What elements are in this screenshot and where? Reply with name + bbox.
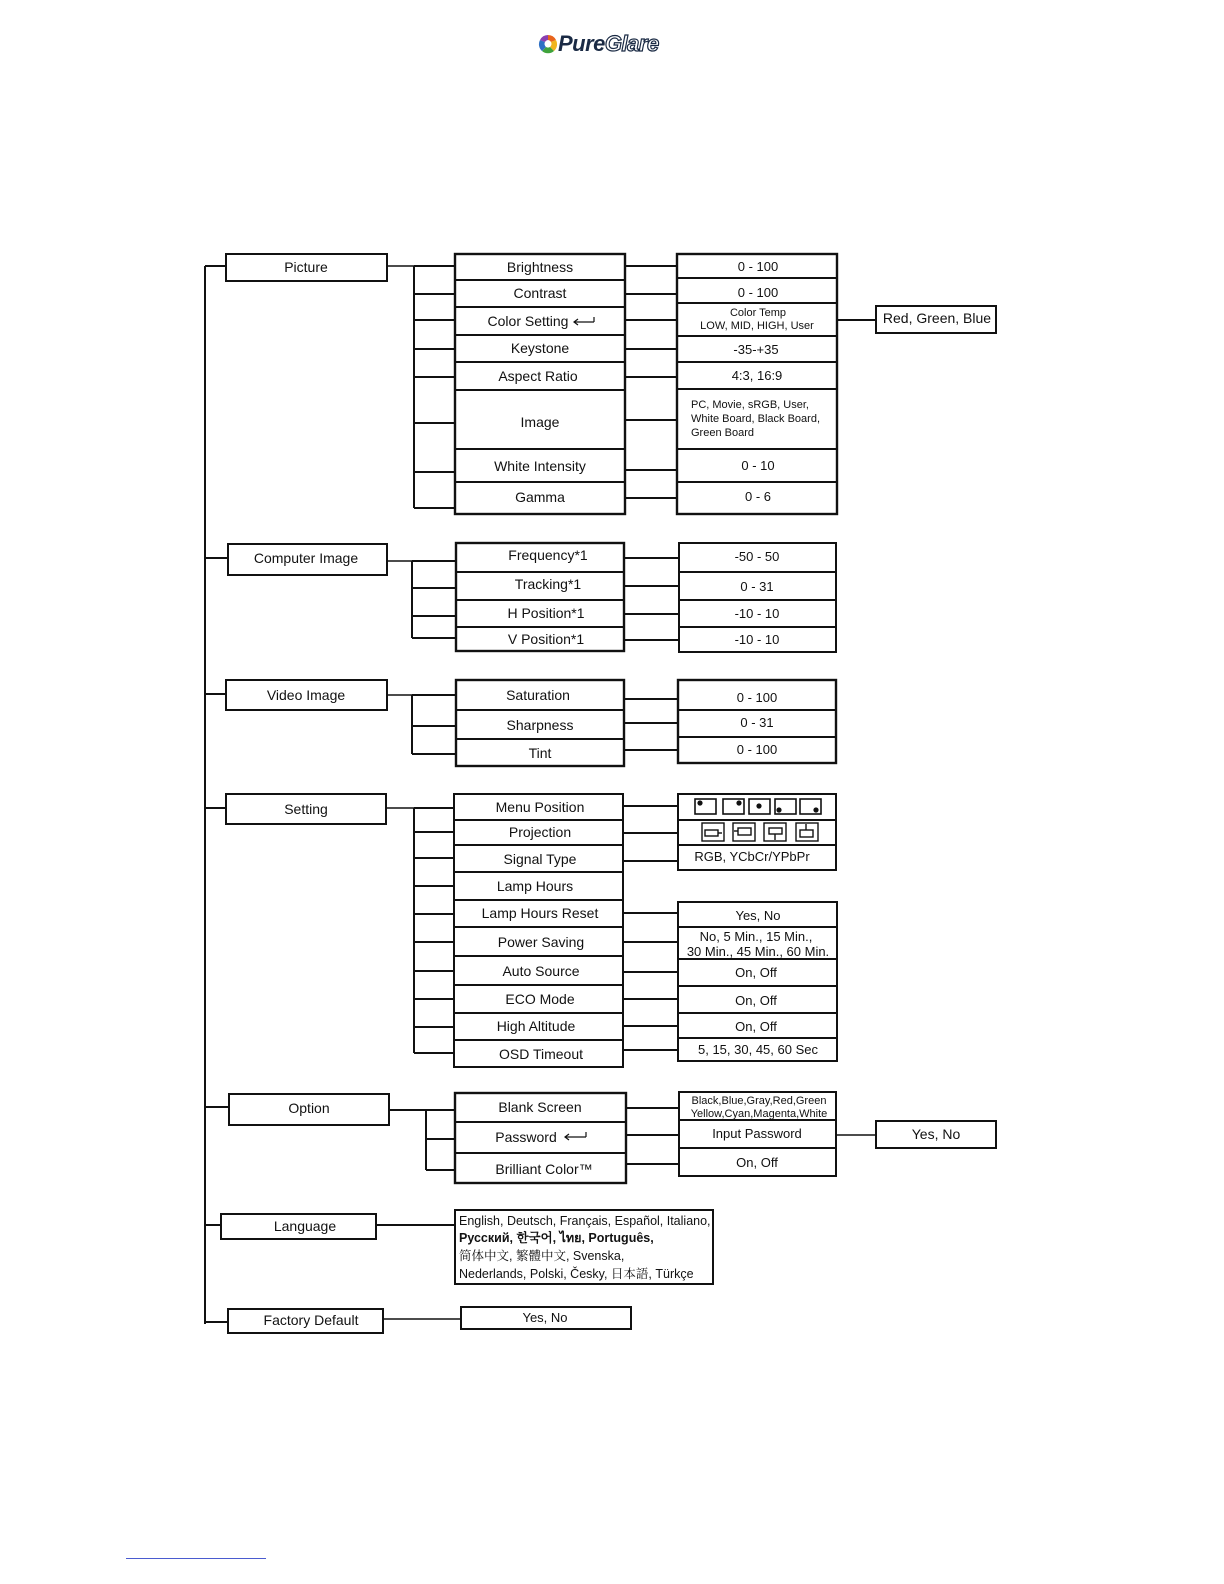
signal-type-options: RGB, YCbCr/YPbPr (694, 849, 810, 864)
password-label: Password (495, 1129, 557, 1145)
blank-screen-label: Blank Screen (498, 1099, 582, 1115)
color-setting-label: Color Setting (487, 313, 569, 329)
menu-pos-center-icon (749, 799, 770, 814)
menu-pos-top-left-icon (695, 799, 716, 814)
projection-front-ceiling-icon (764, 823, 786, 841)
factory-default-options: Yes, No (522, 1310, 568, 1325)
brightness-label: Brightness (506, 259, 574, 275)
computer-image-group (228, 543, 836, 652)
tint-range: 0 - 100 (736, 742, 778, 757)
password-confirm-options: Yes, No (911, 1126, 961, 1142)
picture-group (226, 254, 996, 514)
rgb-gain-options: Red, Green, Blue (882, 310, 992, 326)
language-list-2: Русский, 한국어, ไทย, Português, (459, 1231, 654, 1245)
sharpness-range: 0 - 31 (740, 715, 774, 730)
gamma-label: Gamma (515, 489, 565, 505)
high-altitude-options: On, Off (735, 1019, 777, 1034)
picture-label: Picture (284, 259, 328, 275)
image-label: Image (520, 414, 560, 430)
image-options-3: Green Board (691, 427, 754, 439)
brightness-range: 0 - 100 (737, 259, 779, 274)
auto-source-options: On, Off (735, 965, 777, 980)
setting-group (226, 794, 837, 1067)
language-list-3: 简体中文, 繁體中文, Svenska, (459, 1249, 625, 1263)
v-position-range: -10 - 10 (734, 632, 780, 647)
menu-pos-top-right-icon (723, 799, 744, 814)
high-altitude-label: High Altitude (496, 1018, 576, 1034)
lamp-hours-reset-options: Yes, No (735, 908, 781, 923)
language-group (221, 1210, 713, 1284)
osd-timeout-options: 5, 15, 30, 45, 60 Sec (698, 1042, 818, 1057)
video-image-label: Video Image (266, 687, 346, 703)
computer-image-label: Computer Image (253, 550, 359, 566)
logo-word-glare: Glare (604, 31, 659, 56)
projection-label: Projection (508, 824, 572, 840)
osd-timeout-label: OSD Timeout (498, 1046, 584, 1062)
logo-word-pure: Pure (558, 31, 605, 56)
tracking-label: Tracking*1 (514, 576, 582, 592)
factory-default-label: Factory Default (263, 1312, 359, 1328)
aspect-ratio-options: 4:3, 16:9 (731, 368, 783, 383)
enter-arrow-icon (574, 317, 594, 325)
lamp-hours-reset-label: Lamp Hours Reset (481, 905, 599, 921)
power-saving-options-1: No, 5 Min., 15 Min., (699, 929, 813, 944)
menu-pos-bottom-left-icon (775, 799, 796, 814)
factory-default-group (228, 1307, 631, 1333)
brilliant-color-label: Brilliant Color™ (495, 1161, 593, 1177)
setting-label: Setting (284, 801, 328, 817)
tint-label: Tint (528, 745, 552, 761)
menu-position-icons (695, 799, 821, 814)
contrast-range: 0 - 100 (737, 285, 779, 300)
blank-screen-colors-1: Black,Blue,Gray,Red,Green (691, 1095, 827, 1107)
eco-mode-label: ECO Mode (505, 991, 575, 1007)
language-label: Language (273, 1218, 337, 1234)
menu-position-label: Menu Position (495, 799, 585, 815)
saturation-label: Saturation (506, 687, 570, 703)
keystone-label: Keystone (510, 340, 570, 356)
option-group (229, 1092, 996, 1183)
power-saving-label: Power Saving (497, 934, 585, 950)
auto-source-label: Auto Source (502, 963, 580, 979)
keystone-range: -35-+35 (733, 342, 779, 357)
h-position-label: H Position*1 (507, 605, 585, 621)
h-position-range: -10 - 10 (734, 606, 780, 621)
gamma-range: 0 - 6 (744, 489, 772, 504)
projection-rear-ceiling-icon (796, 823, 818, 841)
aspect-ratio-label: Aspect Ratio (498, 368, 578, 384)
white-intensity-range: 0 - 10 (741, 458, 775, 473)
eco-mode-options: On, Off (735, 993, 777, 1008)
language-list-1: English, Deutsch, Français, Español, Italiano, (459, 1214, 711, 1228)
tracking-range: 0 - 31 (740, 579, 774, 594)
frequency-label: Frequency*1 (508, 547, 588, 563)
power-saving-options-2: 30 Min., 45 Min., 60 Min. (686, 944, 830, 959)
projection-front-desktop-icon (702, 823, 724, 841)
signal-type-label: Signal Type (503, 851, 577, 867)
image-options-1: PC, Movie, sRGB, User, (691, 399, 809, 411)
footer-rule (126, 1558, 266, 1559)
brilliant-color-options: On, Off (736, 1155, 778, 1170)
password-enter-arrow-icon (565, 1132, 586, 1140)
contrast-label: Contrast (513, 285, 567, 301)
color-temp-title: Color Temp (729, 307, 787, 319)
sharpness-label: Sharpness (506, 717, 574, 733)
lamp-hours-label: Lamp Hours (496, 878, 574, 894)
saturation-range: 0 - 100 (736, 690, 778, 705)
input-password-text: Input Password (712, 1126, 802, 1141)
v-position-label: V Position*1 (507, 631, 585, 647)
menu-pos-bottom-right-icon (800, 799, 821, 814)
projection-rear-desktop-icon (733, 823, 755, 841)
video-image-group (226, 680, 836, 766)
white-intensity-label: White Intensity (494, 458, 586, 474)
color-temp-options: LOW, MID, HIGH, User (700, 320, 814, 332)
language-list-4: Nederlands, Polski, Česky, 日本語, Türkçe (459, 1267, 694, 1281)
blank-screen-colors-2: Yellow,Cyan,Magenta,White (690, 1108, 828, 1120)
image-options-2: White Board, Black Board, (691, 413, 821, 425)
frequency-range: -50 - 50 (734, 549, 780, 564)
projection-icons (702, 823, 818, 841)
option-label: Option (288, 1100, 330, 1116)
